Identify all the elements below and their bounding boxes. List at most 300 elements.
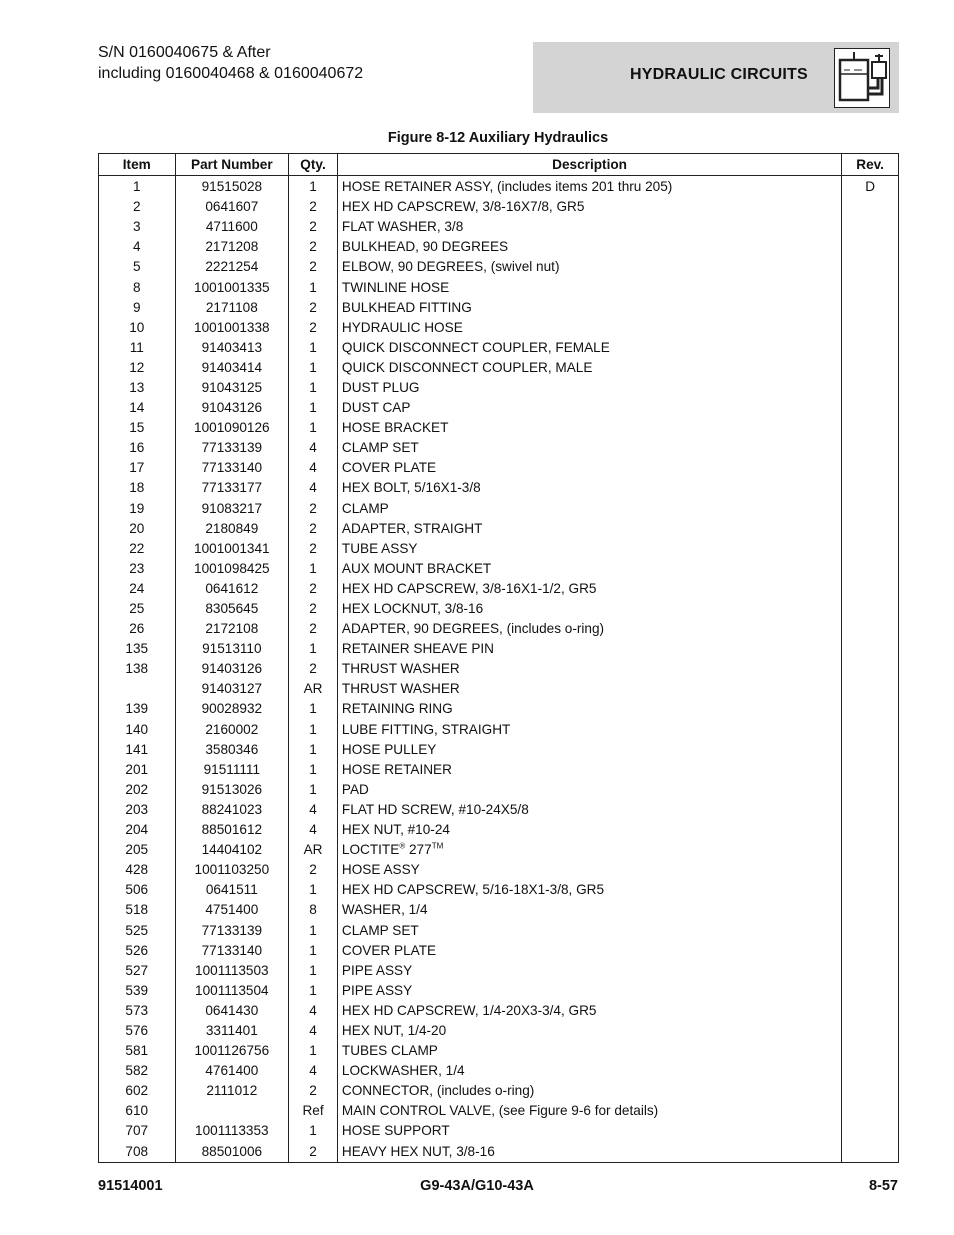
column-header-qty: Qty. [289, 154, 338, 176]
part-number-cell: 4711600 [175, 217, 289, 237]
item-cell: 10 [99, 318, 176, 338]
rev-cell [842, 499, 899, 519]
rev-cell [842, 579, 899, 599]
item-cell: 16 [99, 438, 176, 458]
rev-cell [842, 941, 899, 961]
part-number-cell: 1001001338 [175, 318, 289, 338]
qty-cell: 2 [289, 619, 338, 639]
table-row [99, 961, 899, 981]
item-cell: 8 [99, 277, 176, 297]
item-cell: 526 [99, 941, 176, 961]
table-row [99, 659, 899, 679]
item-cell: 24 [99, 579, 176, 599]
table-row [99, 840, 899, 860]
rev-cell [842, 519, 899, 539]
item-cell: 19 [99, 499, 176, 519]
rev-cell [842, 740, 899, 760]
rev-cell [842, 619, 899, 639]
part-number-cell: 88501612 [175, 820, 289, 840]
rev-cell [842, 599, 899, 619]
qty-cell: 1 [289, 398, 338, 418]
item-cell: 5 [99, 257, 176, 277]
qty-cell: 1 [289, 720, 338, 740]
rev-cell [842, 298, 899, 318]
table-row [99, 699, 899, 719]
rev-cell [842, 458, 899, 478]
part-number-cell: 1001113353 [175, 1121, 289, 1141]
item-cell: 581 [99, 1041, 176, 1061]
description-cell: BULKHEAD FITTING [337, 298, 841, 318]
item-cell: 518 [99, 900, 176, 920]
parts-table-body [99, 176, 899, 1163]
part-number-cell: 0641607 [175, 197, 289, 217]
qty-cell: 4 [289, 1021, 338, 1041]
rev-cell [842, 820, 899, 840]
table-row [99, 1101, 899, 1121]
table-row [99, 418, 899, 438]
qty-cell: AR [289, 679, 338, 699]
table-row [99, 438, 899, 458]
table-row [99, 298, 899, 318]
rev-cell [842, 1041, 899, 1061]
qty-cell: 1 [289, 699, 338, 719]
qty-cell: Ref [289, 1101, 338, 1121]
description-text: LOCTITE [341, 842, 400, 858]
part-number-cell: 91043126 [175, 398, 289, 418]
part-number-cell: 1001098425 [175, 559, 289, 579]
rev-cell [842, 720, 899, 740]
table-row [99, 820, 899, 840]
rev-cell [842, 237, 899, 257]
rev-cell [842, 1101, 899, 1121]
table-row [99, 559, 899, 579]
table-row [99, 619, 899, 639]
rev-cell [842, 559, 899, 579]
qty-cell: AR [289, 840, 338, 860]
part-number-cell: 2221254 [175, 257, 289, 277]
rev-cell [842, 880, 899, 900]
serial-line-1: S/N 0160040675 & After [98, 44, 271, 61]
item-cell: 20 [99, 519, 176, 539]
description-cell: RETAINER SHEAVE PIN [337, 639, 841, 659]
rev-cell [842, 378, 899, 398]
footer-model: G9-43A/G10-43A [420, 1178, 534, 1194]
qty-cell: 2 [289, 1081, 338, 1101]
rev-cell [842, 217, 899, 237]
description-cell: CLAMP [337, 499, 841, 519]
rev-cell [842, 358, 899, 378]
description-cell: HOSE RETAINER [337, 760, 841, 780]
part-number-cell: 2171108 [175, 298, 289, 318]
table-row [99, 1121, 899, 1141]
rev-cell [842, 398, 899, 418]
part-number-cell: 91043125 [175, 378, 289, 398]
description-cell: RETAINING RING [337, 699, 841, 719]
part-number-cell: 1001001335 [175, 277, 289, 297]
qty-cell: 1 [289, 920, 338, 940]
table-row [99, 237, 899, 257]
description-cell: HOSE ASSY [337, 860, 841, 880]
part-number-cell: 77133139 [175, 438, 289, 458]
item-cell: 140 [99, 720, 176, 740]
table-row [99, 740, 899, 760]
qty-cell: 1 [289, 639, 338, 659]
item-cell: 15 [99, 418, 176, 438]
description-cell: THRUST WASHER [337, 679, 841, 699]
qty-cell: 1 [289, 880, 338, 900]
item-cell: 26 [99, 619, 176, 639]
description-cell: BULKHEAD, 90 DEGREES [337, 237, 841, 257]
item-cell: 708 [99, 1142, 176, 1163]
qty-cell: 4 [289, 1001, 338, 1021]
table-row [99, 338, 899, 358]
table-row [99, 176, 899, 198]
item-cell: 12 [99, 358, 176, 378]
item-cell: 205 [99, 840, 176, 860]
item-cell: 2 [99, 197, 176, 217]
serial-line-2: including 0160040468 & 0160040672 [98, 65, 364, 82]
qty-cell: 1 [289, 277, 338, 297]
description-cell: FLAT WASHER, 3/8 [337, 217, 841, 237]
table-row [99, 458, 899, 478]
table-row [99, 1041, 899, 1061]
item-cell: 9 [99, 298, 176, 318]
hydraulic-tank-icon [834, 48, 890, 113]
qty-cell: 1 [289, 418, 338, 438]
qty-cell: 8 [289, 900, 338, 920]
qty-cell: 2 [289, 539, 338, 559]
qty-cell: 1 [289, 1121, 338, 1141]
table-row [99, 1081, 899, 1101]
item-cell: 610 [99, 1101, 176, 1121]
part-number-cell: 91083217 [175, 499, 289, 519]
qty-cell: 2 [289, 860, 338, 880]
description-cell: PIPE ASSY [337, 961, 841, 981]
description-cell: HEX NUT, 1/4-20 [337, 1021, 841, 1041]
table-row [99, 197, 899, 217]
description-cell: TUBES CLAMP [337, 1041, 841, 1061]
parts-table [98, 153, 899, 1163]
qty-cell: 4 [289, 800, 338, 820]
rev-cell [842, 539, 899, 559]
part-number-cell: 91403126 [175, 659, 289, 679]
table-row [99, 900, 899, 920]
table-row [99, 1142, 899, 1163]
rev-cell [842, 659, 899, 679]
description-cell: HEAVY HEX NUT, 3/8-16 [337, 1142, 841, 1163]
table-row [99, 800, 899, 820]
table-row [99, 398, 899, 418]
table-row [99, 1021, 899, 1041]
qty-cell: 4 [289, 478, 338, 498]
footer-doc-number: 91514001 [98, 1178, 163, 1194]
part-number-cell: 88501006 [175, 1142, 289, 1163]
rev-cell [842, 438, 899, 458]
description-number: 277 [405, 842, 432, 858]
part-number-cell: 3311401 [175, 1021, 289, 1041]
description-cell: AUX MOUNT BRACKET [337, 559, 841, 579]
qty-cell: 2 [289, 197, 338, 217]
part-number-cell: 77133140 [175, 458, 289, 478]
rev-cell [842, 860, 899, 880]
item-cell: 539 [99, 981, 176, 1001]
description-cell: CLAMP SET [337, 438, 841, 458]
description-cell: HEX HD CAPSCREW, 5/16-18X1-3/8, GR5 [337, 880, 841, 900]
item-cell: 139 [99, 699, 176, 719]
part-number-cell: 2172108 [175, 619, 289, 639]
rev-cell [842, 981, 899, 1001]
table-row [99, 780, 899, 800]
rev-cell [842, 1021, 899, 1041]
description-cell [337, 840, 841, 860]
description-cell: COVER PLATE [337, 458, 841, 478]
registered-mark: ® [399, 841, 406, 851]
column-header-rev: Rev. [842, 154, 899, 176]
part-number-cell: 91403127 [175, 679, 289, 699]
part-number-cell: 2160002 [175, 720, 289, 740]
table-row [99, 539, 899, 559]
table-row [99, 277, 899, 297]
rev-cell [842, 679, 899, 699]
table-row [99, 579, 899, 599]
part-number-cell: 0641612 [175, 579, 289, 599]
rev-cell [842, 840, 899, 860]
description-cell: HEX HD CAPSCREW, 3/8-16X7/8, GR5 [337, 197, 841, 217]
description-cell: CONNECTOR, (includes o-ring) [337, 1081, 841, 1101]
part-number-cell [175, 1101, 289, 1121]
table-row [99, 217, 899, 237]
table-row [99, 1001, 899, 1021]
qty-cell: 1 [289, 780, 338, 800]
qty-cell: 1 [289, 1041, 338, 1061]
description-cell: DUST PLUG [337, 378, 841, 398]
part-number-cell: 91513110 [175, 639, 289, 659]
item-cell: 25 [99, 599, 176, 619]
rev-cell [842, 338, 899, 358]
item-cell: 582 [99, 1061, 176, 1081]
description-cell: QUICK DISCONNECT COUPLER, MALE [337, 358, 841, 378]
qty-cell: 2 [289, 499, 338, 519]
rev-cell [842, 760, 899, 780]
description-cell: MAIN CONTROL VALVE, (see Figure 9-6 for details) [337, 1101, 841, 1121]
qty-cell: 2 [289, 217, 338, 237]
item-cell: 573 [99, 1001, 176, 1021]
table-row [99, 860, 899, 880]
table-row [99, 880, 899, 900]
description-cell: HOSE SUPPORT [337, 1121, 841, 1141]
part-number-cell: 2111012 [175, 1081, 289, 1101]
rev-cell [842, 639, 899, 659]
item-cell: 11 [99, 338, 176, 358]
column-header-description: Description [337, 154, 841, 176]
description-cell: WASHER, 1/4 [337, 900, 841, 920]
rev-cell: D [842, 176, 899, 198]
table-row [99, 378, 899, 398]
item-cell: 707 [99, 1121, 176, 1141]
qty-cell: 1 [289, 176, 338, 198]
footer-page-number: 8-57 [868, 1178, 898, 1194]
part-number-cell: 91403414 [175, 358, 289, 378]
rev-cell [842, 277, 899, 297]
table-row [99, 1061, 899, 1081]
part-number-cell: 88241023 [175, 800, 289, 820]
column-header-item: Item [99, 154, 176, 176]
part-number-cell: 1001113504 [175, 981, 289, 1001]
rev-cell [842, 318, 899, 338]
qty-cell: 2 [289, 1142, 338, 1163]
qty-cell: 2 [289, 237, 338, 257]
table-row [99, 599, 899, 619]
part-number-cell: 77133139 [175, 920, 289, 940]
rev-cell [842, 780, 899, 800]
item-cell: 428 [99, 860, 176, 880]
part-number-cell: 0641511 [175, 880, 289, 900]
rev-cell [842, 900, 899, 920]
serial-number-block [98, 42, 363, 84]
qty-cell: 2 [289, 298, 338, 318]
description-cell: HEX HD CAPSCREW, 1/4-20X3-3/4, GR5 [337, 1001, 841, 1021]
description-cell: ELBOW, 90 DEGREES, (swivel nut) [337, 257, 841, 277]
description-cell: TWINLINE HOSE [337, 277, 841, 297]
item-cell: 17 [99, 458, 176, 478]
item-cell: 576 [99, 1021, 176, 1041]
rev-cell [842, 1121, 899, 1141]
qty-cell: 4 [289, 438, 338, 458]
item-cell: 14 [99, 398, 176, 418]
qty-cell: 1 [289, 961, 338, 981]
description-cell: LOCKWASHER, 1/4 [337, 1061, 841, 1081]
table-row [99, 941, 899, 961]
qty-cell: 1 [289, 941, 338, 961]
description-cell: HEX NUT, #10-24 [337, 820, 841, 840]
part-number-cell: 91513026 [175, 780, 289, 800]
item-cell: 3 [99, 217, 176, 237]
rev-cell [842, 699, 899, 719]
qty-cell: 2 [289, 318, 338, 338]
description-cell: ADAPTER, 90 DEGREES, (includes o-ring) [337, 619, 841, 639]
part-number-cell: 0641430 [175, 1001, 289, 1021]
part-number-cell: 1001090126 [175, 418, 289, 438]
item-cell: 602 [99, 1081, 176, 1101]
item-cell: 22 [99, 539, 176, 559]
description-cell: PAD [337, 780, 841, 800]
qty-cell: 4 [289, 1061, 338, 1081]
part-number-cell: 1001103250 [175, 860, 289, 880]
item-cell: 135 [99, 639, 176, 659]
rev-cell [842, 257, 899, 277]
qty-cell: 2 [289, 519, 338, 539]
description-cell: HOSE RETAINER ASSY, (includes items 201 thru 205) [337, 176, 841, 198]
rev-cell [842, 800, 899, 820]
table-row [99, 499, 899, 519]
item-cell [99, 679, 176, 699]
table-row [99, 639, 899, 659]
description-cell: TUBE ASSY [337, 539, 841, 559]
table-row [99, 920, 899, 940]
qty-cell: 4 [289, 458, 338, 478]
rev-cell [842, 920, 899, 940]
rev-cell [842, 418, 899, 438]
item-cell: 13 [99, 378, 176, 398]
part-number-cell: 2171208 [175, 237, 289, 257]
part-number-cell: 14404102 [175, 840, 289, 860]
item-cell: 201 [99, 760, 176, 780]
rev-cell [842, 197, 899, 217]
part-number-cell: 91515028 [175, 176, 289, 198]
table-header-row [99, 154, 899, 176]
part-number-cell: 77133140 [175, 941, 289, 961]
description-cell: HOSE PULLEY [337, 740, 841, 760]
table-row [99, 679, 899, 699]
qty-cell: 2 [289, 579, 338, 599]
part-number-cell: 77133177 [175, 478, 289, 498]
table-row [99, 478, 899, 498]
qty-cell: 1 [289, 338, 338, 358]
table-row [99, 519, 899, 539]
table-row [99, 318, 899, 338]
rev-cell [842, 961, 899, 981]
description-cell: HYDRAULIC HOSE [337, 318, 841, 338]
rev-cell [842, 1142, 899, 1163]
qty-cell: 2 [289, 599, 338, 619]
part-number-cell: 1001113503 [175, 961, 289, 981]
item-cell: 1 [99, 176, 176, 198]
description-cell: CLAMP SET [337, 920, 841, 940]
description-cell: HOSE BRACKET [337, 418, 841, 438]
part-number-cell: 90028932 [175, 699, 289, 719]
description-cell: DUST CAP [337, 398, 841, 418]
item-cell: 202 [99, 780, 176, 800]
part-number-cell: 1001126756 [175, 1041, 289, 1061]
rev-cell [842, 1081, 899, 1101]
item-cell: 18 [99, 478, 176, 498]
qty-cell: 1 [289, 760, 338, 780]
item-cell: 527 [99, 961, 176, 981]
table-row [99, 720, 899, 740]
part-number-cell: 1001001341 [175, 539, 289, 559]
rev-cell [842, 478, 899, 498]
part-number-cell: 4761400 [175, 1061, 289, 1081]
item-cell: 4 [99, 237, 176, 257]
table-row [99, 760, 899, 780]
item-cell: 506 [99, 880, 176, 900]
part-number-cell: 3580346 [175, 740, 289, 760]
figure-title: Figure 8-12 Auxiliary Hydraulics [387, 130, 609, 146]
description-cell: HEX LOCKNUT, 3/8-16 [337, 599, 841, 619]
rev-cell [842, 1061, 899, 1081]
item-cell: 138 [99, 659, 176, 679]
qty-cell: 4 [289, 820, 338, 840]
part-number-cell: 2180849 [175, 519, 289, 539]
description-cell: THRUST WASHER [337, 659, 841, 679]
item-cell: 23 [99, 559, 176, 579]
part-number-cell: 91403413 [175, 338, 289, 358]
qty-cell: 1 [289, 378, 338, 398]
part-number-cell: 91511111 [175, 760, 289, 780]
description-cell: HEX BOLT, 5/16X1-3/8 [337, 478, 841, 498]
qty-cell: 2 [289, 257, 338, 277]
item-cell: 204 [99, 820, 176, 840]
qty-cell: 1 [289, 981, 338, 1001]
qty-cell: 1 [289, 358, 338, 378]
description-cell: COVER PLATE [337, 941, 841, 961]
section-title: HYDRAULIC CIRCUITS [630, 66, 808, 83]
rev-cell [842, 1001, 899, 1021]
description-cell: FLAT HD SCREW, #10-24X5/8 [337, 800, 841, 820]
description-cell: QUICK DISCONNECT COUPLER, FEMALE [337, 338, 841, 358]
part-number-cell: 8305645 [175, 599, 289, 619]
part-number-cell: 4751400 [175, 900, 289, 920]
